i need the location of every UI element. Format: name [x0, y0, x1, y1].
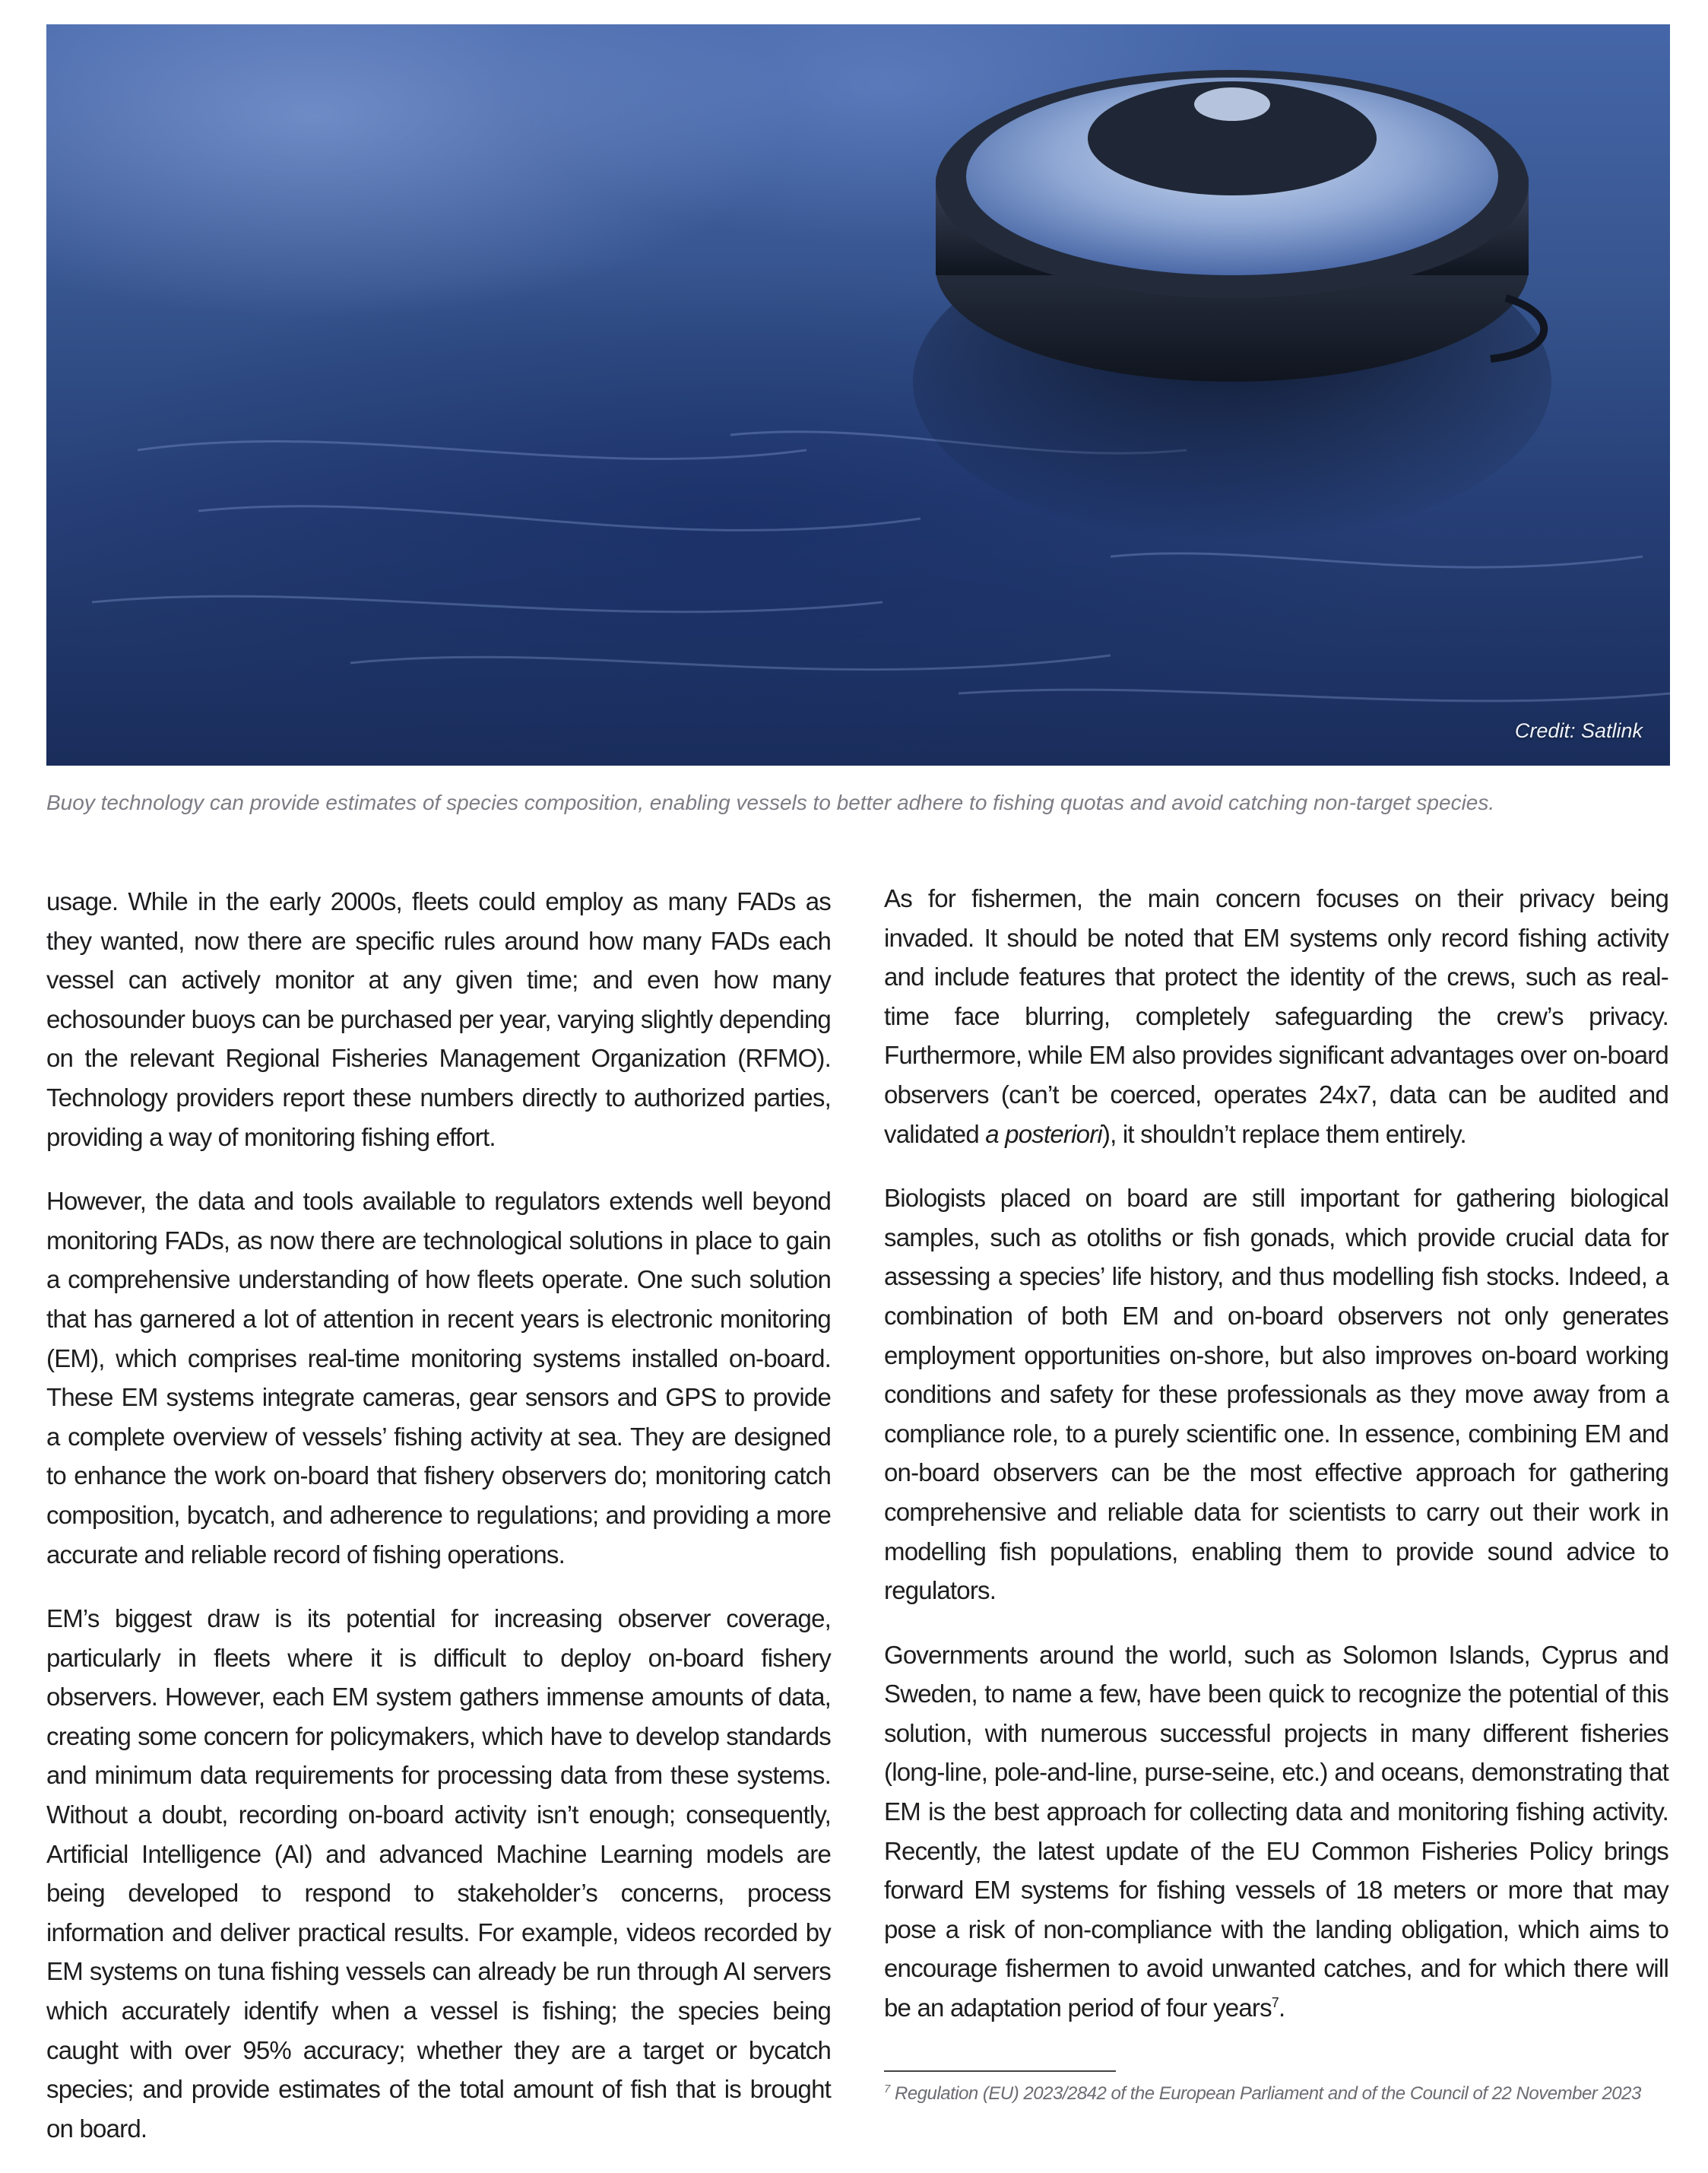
paragraph: EM’s biggest draw is its potential for increasing observer coverage, particularly in fleets where it is difficult to deploy on-board fishery observers. However, each EM system gathers immense amounts of data, creating some concern for policymakers, which have to develop standards and minimum data requirements for processing data from these systems. Without a doubt, recording on-board activity isn’t enough; consequently, Artificial Intelligence (AI) and advanced Machine Learning models are being developed to respond to stakeholder’s concerns, process information and deliver practical results. For example, videos recorded by EM systems on tuna fishing vessels can already be run through AI servers which accurately identify when a vessel is fishing; the species being caught with over 95% accuracy; whether they are a target or bycatch species; and provide estimates of the total amount of fish that is brought on board.	[46, 1604, 831, 2143]
text-run: .	[1279, 1994, 1285, 2022]
buoy-photo	[46, 24, 1670, 766]
paragraph: usage. While in the early 2000s, fleets could employ as many FADs as they wanted, now there are specific rules around how many FADs each vessel can actively monitor at any given time; and even how many echosounder buoys can be purchased per year, varying slightly depending on the relevant Regional Fisheries Management Organization (RFMO). Technology providers report these numbers directly to authorized parties, providing a way of monitoring fishing effort.	[46, 887, 831, 1151]
text-run: ), it shouldn’t replace them entirely.	[1101, 1119, 1466, 1148]
paragraph	[884, 879, 1668, 1153]
footnote-text: Regulation (EU) 2023/2842 of the European Parliament and of the Council of 22 November 2023	[889, 2083, 1641, 2104]
italic-term: a posteriori	[985, 1119, 1102, 1148]
footnote	[884, 2083, 1675, 2105]
text-run: As for fishermen, the main concern focuses on their privacy being invaded. It should be noted that EM systems only record fishing activity and include features that protect the identity of the crews, such as real-time face blurring, completely safeguarding the crew’s privacy. Furthermore, while EM also provides significant advantages over on-board observers (can’t be coerced, operates 24x7, data can be audited and validated	[884, 884, 1668, 1148]
paragraph: However, the data and tools available to regulators extends well beyond monitoring FADs, as now there are technological solutions in place to gain a comprehensive understanding of how fleets operate. One such solution that has garnered a lot of attention in recent years is electronic monitoring (EM), which comprises real-time monitoring systems installed on-board. These EM systems integrate cameras, gear sensors and GPS to provide a complete overview of vessels’ fishing activity at sea. They are designed to enhance the work on-board that fishery observers do; monitoring catch composition, bycatch, and adherence to regulations; and providing a more accurate and reliable record of fishing operations.	[46, 1187, 831, 1569]
figure-caption: Buoy technology can provide estimates of species composition, enabling vessels to better adhere to fishing quotas and avoid catching non-target species.	[46, 791, 1495, 814]
buoy-illustration	[46, 24, 1670, 766]
right-column	[884, 882, 1668, 2053]
footnote-reference: 7	[1271, 1995, 1279, 2011]
text-run: Governments around the world, such as Solomon Islands, Cyprus and Sweden, to name a few, have been quick to recognize the potential of this solution, with numerous successful projects in many different fisheries (long-line, pole-and-line, purse-seine, etc.) and oceans, demonstrating that EM is the best approach for collecting data and monitoring fishing activity. Recently, the latest update of the EU Common Fisheries Policy brings forward EM systems for fishing vessels of 18 meters or more that may pose a risk of non-compliance with the landing obligation, which aims to encourage fishermen to avoid unwanted catches, and for which there will be an adaptation period of four years	[884, 1640, 1668, 2022]
paragraph: Biologists placed on board are still important for gathering biological samples, such as otoliths or fish gonads, which provide crucial data for assessing a species’ life history, and thus modelling fish stocks. Indeed, a combination of both EM and on-board observers not only generates employment opportunities on-shore, but also improves on-board working conditions and safety for these professionals as they move away from a compliance role, to a purely scientific one. In essence, combining EM and on-board observers can be the most effective approach for gathering comprehensive and reliable data for scientists to carry out their work in modelling fish populations, enabling them to provide sound advice to regulators.	[884, 1184, 1668, 1605]
footnote-number: 7	[884, 2083, 890, 2095]
paragraph	[884, 1635, 1668, 2028]
left-column	[46, 882, 831, 2173]
footnote-divider	[884, 2070, 1116, 2072]
photo-credit: Credit: Satlink	[1514, 719, 1643, 742]
